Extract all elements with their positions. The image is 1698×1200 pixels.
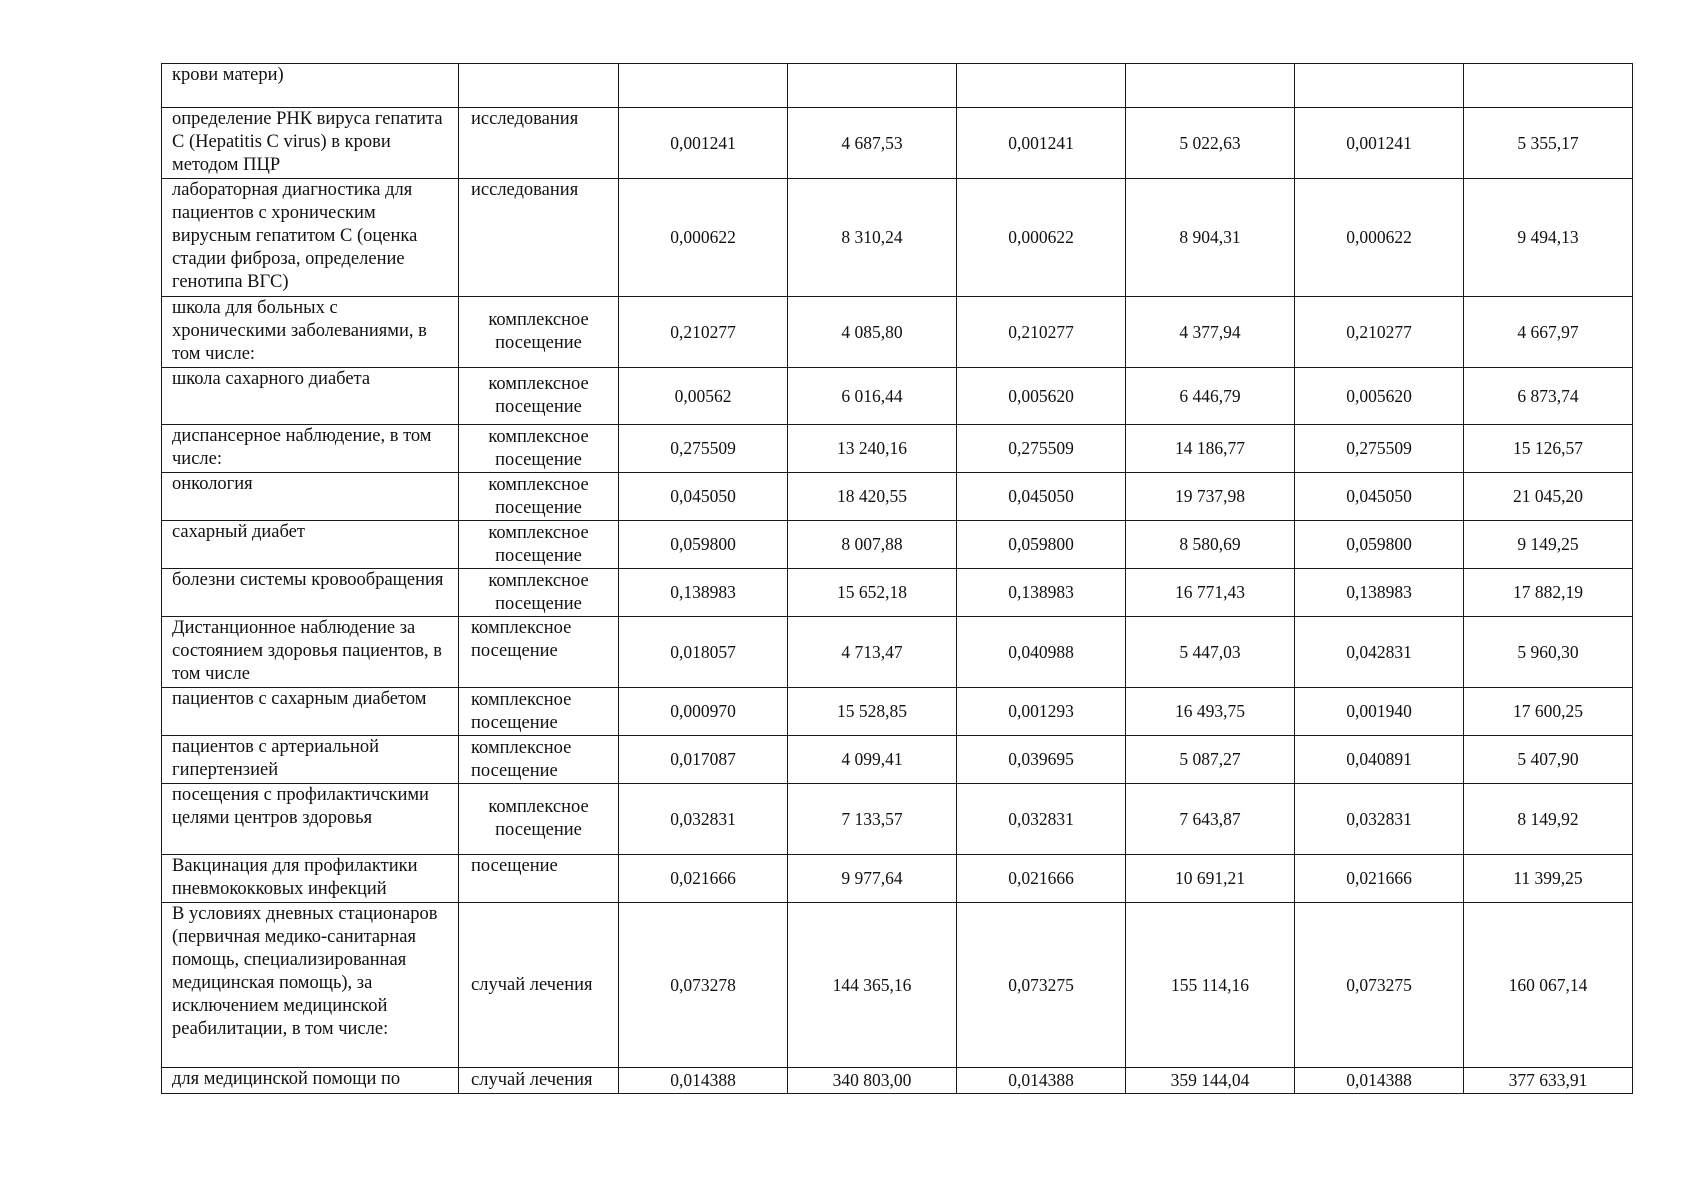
value-cell: 14 186,77 bbox=[1126, 425, 1295, 473]
value-cell: 0,021666 bbox=[957, 855, 1126, 903]
row-unit-cell: комплексное посещение bbox=[459, 425, 619, 473]
value-cell: 9 977,64 bbox=[788, 855, 957, 903]
value-cell: 0,138983 bbox=[1295, 569, 1464, 617]
row-unit-cell: комплексное посещение bbox=[459, 297, 619, 368]
row-name-cell: школа для больных с хроническими заболеваниями, в том числе: bbox=[162, 297, 459, 368]
table-row bbox=[162, 297, 1633, 368]
row-unit-cell: случай лечения bbox=[459, 903, 619, 1068]
value-cell: 0,021666 bbox=[1295, 855, 1464, 903]
value-cell: 0,059800 bbox=[619, 521, 788, 569]
value-cell: 5 407,90 bbox=[1464, 736, 1633, 784]
value-cell bbox=[1295, 64, 1464, 108]
row-name-cell: для медицинской помощи по bbox=[162, 1068, 459, 1094]
table-row bbox=[162, 108, 1633, 179]
table-row bbox=[162, 179, 1633, 297]
value-cell: 0,045050 bbox=[1295, 473, 1464, 521]
value-cell: 160 067,14 bbox=[1464, 903, 1633, 1068]
value-cell: 359 144,04 bbox=[1126, 1068, 1295, 1094]
row-unit-cell: исследования bbox=[459, 108, 619, 179]
value-cell: 340 803,00 bbox=[788, 1068, 957, 1094]
value-cell: 8 580,69 bbox=[1126, 521, 1295, 569]
value-cell: 9 149,25 bbox=[1464, 521, 1633, 569]
value-cell bbox=[957, 64, 1126, 108]
value-cell: 5 447,03 bbox=[1126, 617, 1295, 688]
row-unit-cell: комплексное посещение bbox=[459, 784, 619, 855]
value-cell: 0,001241 bbox=[619, 108, 788, 179]
value-cell: 16 771,43 bbox=[1126, 569, 1295, 617]
table-row bbox=[162, 368, 1633, 425]
value-cell: 0,059800 bbox=[957, 521, 1126, 569]
value-cell: 5 960,30 bbox=[1464, 617, 1633, 688]
value-cell: 0,000622 bbox=[957, 179, 1126, 297]
table-row bbox=[162, 473, 1633, 521]
value-cell: 0,032831 bbox=[619, 784, 788, 855]
row-unit-cell: комплексное посещение bbox=[459, 688, 619, 736]
value-cell: 19 737,98 bbox=[1126, 473, 1295, 521]
table-row bbox=[162, 569, 1633, 617]
value-cell: 17 882,19 bbox=[1464, 569, 1633, 617]
value-cell: 18 420,55 bbox=[788, 473, 957, 521]
value-cell: 0,014388 bbox=[957, 1068, 1126, 1094]
value-cell: 0,014388 bbox=[619, 1068, 788, 1094]
value-cell: 0,039695 bbox=[957, 736, 1126, 784]
value-cell: 8 007,88 bbox=[788, 521, 957, 569]
table-row bbox=[162, 903, 1633, 1068]
value-cell: 0,059800 bbox=[1295, 521, 1464, 569]
row-name-cell: сахарный диабет bbox=[162, 521, 459, 569]
value-cell: 15 652,18 bbox=[788, 569, 957, 617]
value-cell: 0,00562 bbox=[619, 368, 788, 425]
value-cell: 0,018057 bbox=[619, 617, 788, 688]
value-cell: 0,045050 bbox=[619, 473, 788, 521]
value-cell: 4 713,47 bbox=[788, 617, 957, 688]
value-cell: 0,000970 bbox=[619, 688, 788, 736]
row-unit-cell: посещение bbox=[459, 855, 619, 903]
row-name-cell: посещения с профилактичскими целями центров здоровья bbox=[162, 784, 459, 855]
value-cell: 4 085,80 bbox=[788, 297, 957, 368]
value-cell: 10 691,21 bbox=[1126, 855, 1295, 903]
value-cell: 0,000622 bbox=[619, 179, 788, 297]
value-cell: 0,045050 bbox=[957, 473, 1126, 521]
value-cell: 0,073275 bbox=[1295, 903, 1464, 1068]
value-cell: 0,138983 bbox=[957, 569, 1126, 617]
value-cell bbox=[1126, 64, 1295, 108]
row-name-cell: онкология bbox=[162, 473, 459, 521]
value-cell: 0,001241 bbox=[957, 108, 1126, 179]
value-cell: 0,275509 bbox=[957, 425, 1126, 473]
row-unit-cell: комплексное посещение bbox=[459, 473, 619, 521]
value-cell: 0,042831 bbox=[1295, 617, 1464, 688]
table-body bbox=[162, 64, 1633, 1094]
row-name-cell: школа сахарного диабета bbox=[162, 368, 459, 425]
value-cell bbox=[619, 64, 788, 108]
value-cell: 7 643,87 bbox=[1126, 784, 1295, 855]
row-name-cell: пациентов с сахарным диабетом bbox=[162, 688, 459, 736]
value-cell: 0,040988 bbox=[957, 617, 1126, 688]
value-cell: 0,005620 bbox=[957, 368, 1126, 425]
table-row bbox=[162, 1068, 1633, 1094]
row-name-cell: болезни системы кровообращения bbox=[162, 569, 459, 617]
value-cell: 0,032831 bbox=[1295, 784, 1464, 855]
row-unit-cell: исследования bbox=[459, 179, 619, 297]
value-cell: 8 904,31 bbox=[1126, 179, 1295, 297]
value-cell: 4 667,97 bbox=[1464, 297, 1633, 368]
row-name-cell: определение РНК вируса гепатита С (Hepatitis C virus) в крови методом ПЦР bbox=[162, 108, 459, 179]
value-cell: 0,005620 bbox=[1295, 368, 1464, 425]
value-cell: 0,040891 bbox=[1295, 736, 1464, 784]
value-cell: 0,001293 bbox=[957, 688, 1126, 736]
value-cell: 0,073275 bbox=[957, 903, 1126, 1068]
row-unit-cell: комплексное посещение bbox=[459, 617, 619, 688]
value-cell: 21 045,20 bbox=[1464, 473, 1633, 521]
value-cell bbox=[788, 64, 957, 108]
value-cell: 8 149,92 bbox=[1464, 784, 1633, 855]
row-name-cell: крови матери) bbox=[162, 64, 459, 108]
value-cell: 16 493,75 bbox=[1126, 688, 1295, 736]
value-cell: 5 087,27 bbox=[1126, 736, 1295, 784]
table-row bbox=[162, 64, 1633, 108]
value-cell: 5 022,63 bbox=[1126, 108, 1295, 179]
value-cell: 0,000622 bbox=[1295, 179, 1464, 297]
value-cell: 6 873,74 bbox=[1464, 368, 1633, 425]
row-name-cell: Дистанционное наблюдение за состоянием здоровья пациентов, в том числе bbox=[162, 617, 459, 688]
table-row bbox=[162, 855, 1633, 903]
value-cell: 4 099,41 bbox=[788, 736, 957, 784]
row-name-cell: Вакцинация для профилактики пневмококковых инфекций bbox=[162, 855, 459, 903]
value-cell: 6 016,44 bbox=[788, 368, 957, 425]
value-cell: 17 600,25 bbox=[1464, 688, 1633, 736]
value-cell: 0,017087 bbox=[619, 736, 788, 784]
value-cell: 0,138983 bbox=[619, 569, 788, 617]
value-cell: 15 528,85 bbox=[788, 688, 957, 736]
value-cell: 0,021666 bbox=[619, 855, 788, 903]
value-cell: 155 114,16 bbox=[1126, 903, 1295, 1068]
value-cell: 0,001940 bbox=[1295, 688, 1464, 736]
value-cell: 0,275509 bbox=[619, 425, 788, 473]
table-row bbox=[162, 521, 1633, 569]
table-row bbox=[162, 688, 1633, 736]
value-cell: 377 633,91 bbox=[1464, 1068, 1633, 1094]
value-cell: 0,032831 bbox=[957, 784, 1126, 855]
value-cell: 7 133,57 bbox=[788, 784, 957, 855]
value-cell: 4 377,94 bbox=[1126, 297, 1295, 368]
value-cell: 5 355,17 bbox=[1464, 108, 1633, 179]
value-cell: 0,073278 bbox=[619, 903, 788, 1068]
table-row bbox=[162, 736, 1633, 784]
row-name-cell: диспансерное наблюдение, в том числе: bbox=[162, 425, 459, 473]
table-row bbox=[162, 617, 1633, 688]
value-cell: 6 446,79 bbox=[1126, 368, 1295, 425]
value-cell bbox=[1464, 64, 1633, 108]
row-name-cell: В условиях дневных стационаров (первичная медико-санитарная помощь, специализированная медицинская помощь), за исключением медицинской реабилитации, в том числе: bbox=[162, 903, 459, 1068]
value-cell: 9 494,13 bbox=[1464, 179, 1633, 297]
value-cell: 144 365,16 bbox=[788, 903, 957, 1068]
row-name-cell: пациентов с артериальной гипертензией bbox=[162, 736, 459, 784]
value-cell: 15 126,57 bbox=[1464, 425, 1633, 473]
row-unit-cell: случай лечения bbox=[459, 1068, 619, 1094]
value-cell: 0,210277 bbox=[619, 297, 788, 368]
value-cell: 8 310,24 bbox=[788, 179, 957, 297]
table-row bbox=[162, 784, 1633, 855]
value-cell: 0,001241 bbox=[1295, 108, 1464, 179]
value-cell: 4 687,53 bbox=[788, 108, 957, 179]
row-unit-cell bbox=[459, 64, 619, 108]
value-cell: 13 240,16 bbox=[788, 425, 957, 473]
row-name-cell: лабораторная диагностика для пациентов с хроническим вирусным гепатитом С (оценка стадии фиброза, определение генотипа ВГС) bbox=[162, 179, 459, 297]
value-cell: 0,014388 bbox=[1295, 1068, 1464, 1094]
value-cell: 0,210277 bbox=[1295, 297, 1464, 368]
table-row bbox=[162, 425, 1633, 473]
document-table bbox=[161, 63, 1633, 1094]
row-unit-cell: комплексное посещение bbox=[459, 569, 619, 617]
row-unit-cell: комплексное посещение bbox=[459, 521, 619, 569]
value-cell: 0,275509 bbox=[1295, 425, 1464, 473]
value-cell: 0,210277 bbox=[957, 297, 1126, 368]
row-unit-cell: комплексное посещение bbox=[459, 368, 619, 425]
row-unit-cell: комплексное посещение bbox=[459, 736, 619, 784]
value-cell: 11 399,25 bbox=[1464, 855, 1633, 903]
